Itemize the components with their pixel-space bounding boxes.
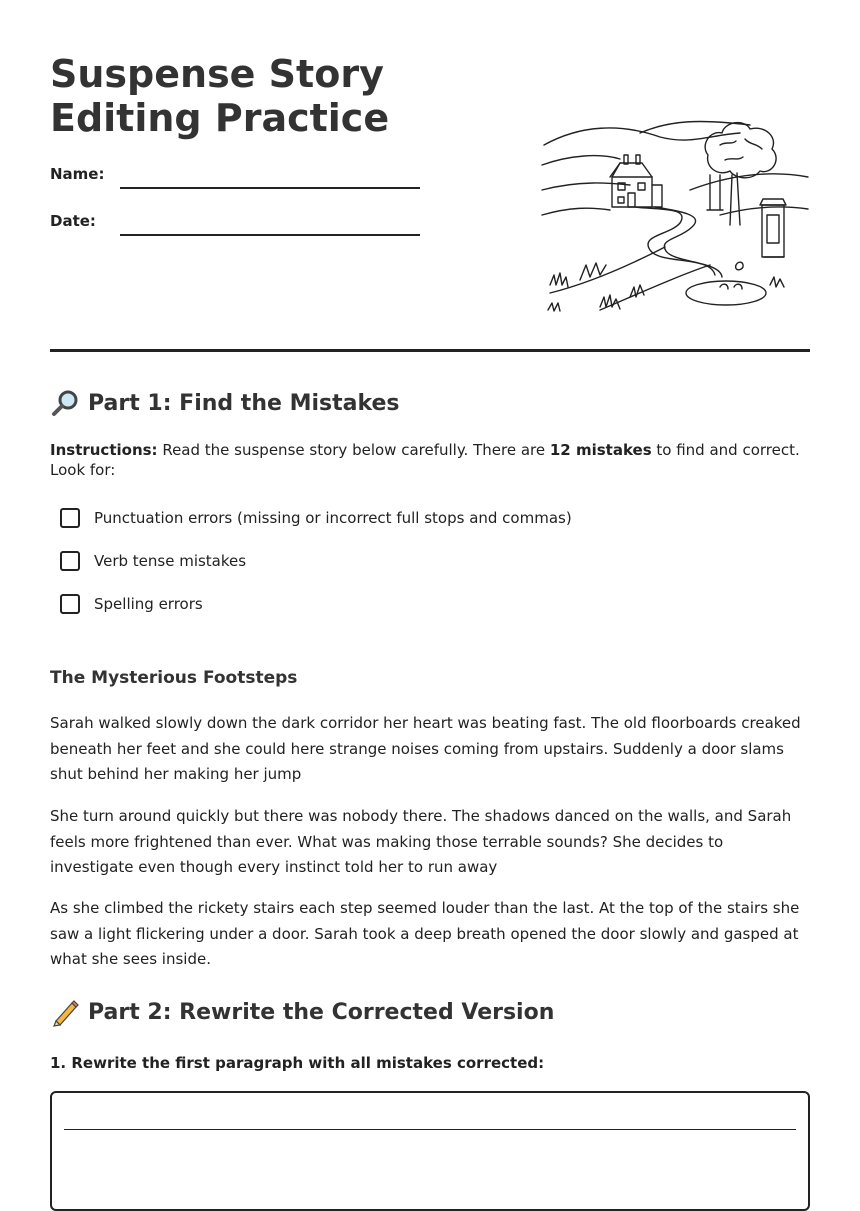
story-paragraph-3: As she climbed the rickety stairs each step seemed louder than the last. At the top of the stairs she saw a light flickering under a door. Sarah took a deep breath opened the door slowly and gasped at what she sees inside.	[50, 899, 800, 969]
checklist-item[interactable]	[60, 594, 203, 614]
answer-line	[64, 1129, 796, 1130]
instructions-lead: Instructions:	[50, 441, 158, 459]
story-paragraph-2: She turn around quickly but there was nobody there. The shadows danced on the walls, and Sarah feels more frightened than ever. What was making those terrable sounds? She decides to investigate even though every instinct told her to run away	[50, 807, 792, 877]
magnifying-glass-icon	[50, 388, 80, 418]
instructions-text	[50, 440, 810, 480]
rewrite-answer-box[interactable]	[50, 1091, 810, 1211]
checklist-checkbox[interactable]	[60, 551, 80, 571]
header-divider	[50, 349, 810, 352]
story-paragraph-1: Sarah walked slowly down the dark corridor her heart was beating fast. The old floorboards creaked beneath her feet and she could here strange noises coming from upstairs. Suddenly a door slams shut behind her making her jump	[50, 714, 801, 784]
story-title: The Mysterious Footsteps	[50, 668, 298, 688]
date-label: Date:	[50, 212, 96, 230]
mistake-count: 12 mistakes	[549, 441, 652, 459]
part1-heading-text: Part 1: Find the Mistakes	[88, 390, 400, 416]
worksheet-title: Suspense Story Editing Practice	[50, 52, 390, 140]
checklist-item[interactable]	[60, 508, 572, 528]
checklist-label: Verb tense mistakes	[94, 552, 247, 570]
part1-heading	[50, 388, 400, 418]
checklist-checkbox[interactable]	[60, 508, 80, 528]
checklist-label: Punctuation errors (missing or incorrect full stops and commas)	[94, 509, 572, 527]
part2-heading-text: Part 2: Rewrite the Corrected Version	[88, 999, 555, 1025]
checklist-item[interactable]	[60, 551, 246, 571]
name-field[interactable]	[120, 187, 420, 189]
rewrite-question-1: 1. Rewrite the first paragraph with all mistakes corrected:	[50, 1054, 545, 1072]
name-label: Name:	[50, 165, 105, 183]
instructions-body-2: to find and correct. Look for:	[50, 441, 800, 479]
pencil-icon	[50, 997, 80, 1027]
countryside-scene-illustration	[540, 115, 810, 325]
part2-heading	[50, 997, 554, 1027]
date-field[interactable]	[120, 234, 420, 236]
instructions-body-1: Read the suspense story below carefully. There are	[157, 441, 550, 459]
checklist-checkbox[interactable]	[60, 594, 80, 614]
checklist-label: Spelling errors	[94, 595, 203, 613]
